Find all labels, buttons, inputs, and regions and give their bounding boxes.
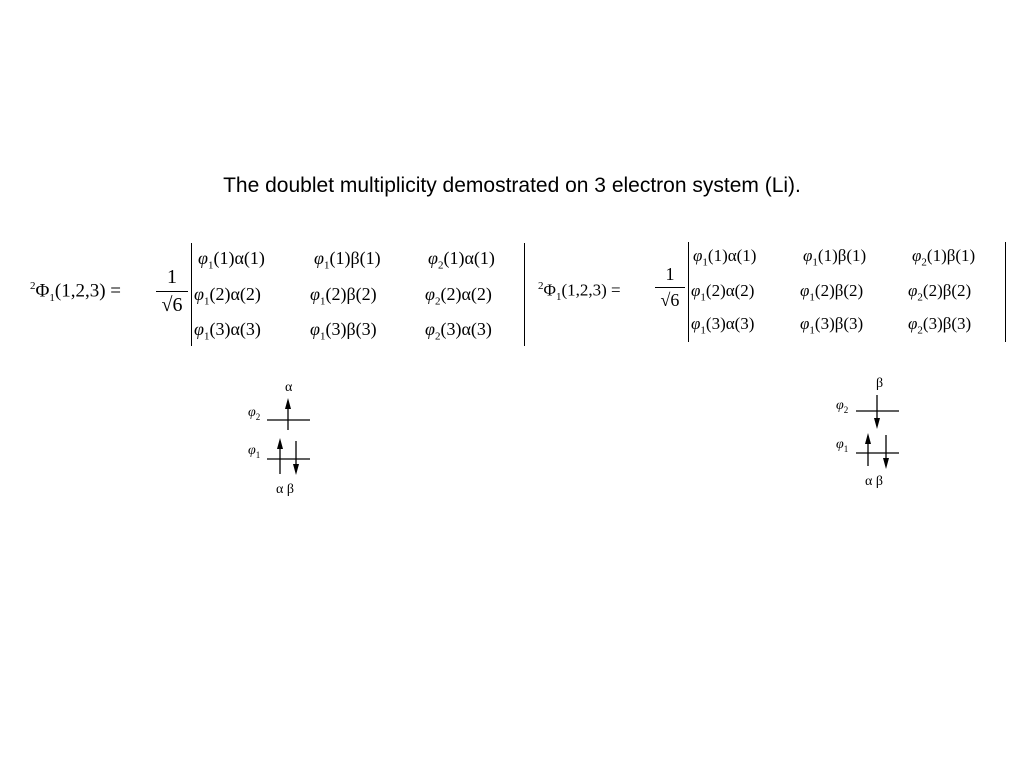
determinant-cell: $\varphi_1(3)\alpha(3)$: [691, 314, 755, 337]
wavefunction-symbol: Φ: [543, 280, 556, 300]
orbital-diagram-beta: [830, 374, 920, 504]
orbital-label-phi2: $\varphi_2$: [836, 398, 849, 415]
spin-label-bottom: α β: [865, 474, 883, 489]
determinant-cell: $\varphi_2(2)\alpha(2)$: [425, 284, 492, 308]
fraction-numerator: 1: [665, 264, 675, 284]
determinant-cell: $\varphi_2(3)\alpha(3)$: [425, 319, 492, 343]
determinant-cell: $\varphi_1(1)\alpha(1)$: [693, 246, 757, 269]
determinant-cell: $\varphi_2(2)\beta(2)$: [908, 281, 972, 304]
wavefunction-subscript: 1: [49, 292, 55, 305]
multiplicity-superscript: 2: [30, 280, 36, 292]
determinant-cell: $\varphi_1(3)\beta(3)$: [800, 314, 864, 337]
spin-up-arrow: [277, 438, 283, 474]
spin-down-arrow: [874, 395, 880, 429]
normalization-fraction: [655, 264, 685, 311]
orbital-diagram-alpha: [240, 378, 330, 508]
spin-label-top: α: [285, 380, 293, 395]
determinant-cell: $\varphi_1(1)\alpha(1)$: [198, 248, 265, 272]
wavefunction-symbol: Φ: [35, 280, 50, 302]
determinant-cell: $\varphi_1(2)\beta(2)$: [310, 284, 377, 308]
determinant-cell: $\varphi_2(1)\alpha(1)$: [428, 248, 495, 272]
spin-down-arrow: [883, 435, 889, 469]
spin-down-arrow: [293, 441, 299, 475]
determinant-cell: $\varphi_1(1)\beta(1)$: [803, 246, 867, 269]
determinant-cell: $\varphi_1(2)\alpha(2)$: [691, 281, 755, 304]
spin-up-arrow: [865, 433, 871, 466]
spin-up-arrow: [285, 398, 291, 430]
determinant-cell: $\varphi_1(2)\beta(2)$: [800, 281, 864, 304]
multiplicity-superscript: 2: [538, 280, 544, 292]
determinant-cell: $\varphi_2(1)\beta(1)$: [912, 246, 976, 269]
fraction-denominator: √6: [660, 290, 680, 310]
determinant-cell: $\varphi_1(2)\alpha(2)$: [194, 284, 261, 308]
slide-title: The doublet multiplicity demostrated on 3 electron system (Li).: [223, 174, 801, 197]
orbital-label-phi1: $\varphi_1$: [248, 443, 261, 460]
orbital-label-phi1: $\varphi_1$: [836, 437, 849, 454]
spin-label-bottom: α β: [276, 482, 294, 497]
fraction-denominator: √6: [161, 294, 183, 316]
fraction-bar: [655, 287, 685, 288]
wavefunction-args: (1,2,3) =: [54, 280, 122, 302]
determinant-cell: $\varphi_1(1)\beta(1)$: [314, 248, 381, 272]
orbital-label-phi2: $\varphi_2$: [248, 405, 261, 422]
wavefunction-subscript: 1: [555, 291, 562, 304]
wavefunction-args: (1,2,3) =: [561, 280, 621, 300]
wavefunction-lhs: [538, 280, 621, 303]
determinant-cell: $\varphi_2(3)\beta(3)$: [908, 314, 972, 337]
fraction-numerator: 1: [167, 266, 177, 288]
determinant-cell: $\varphi_1(3)\beta(3)$: [310, 319, 377, 343]
spin-label-top: β: [876, 376, 884, 391]
determinant-cell: $\varphi_1(3)\alpha(3)$: [194, 319, 261, 343]
